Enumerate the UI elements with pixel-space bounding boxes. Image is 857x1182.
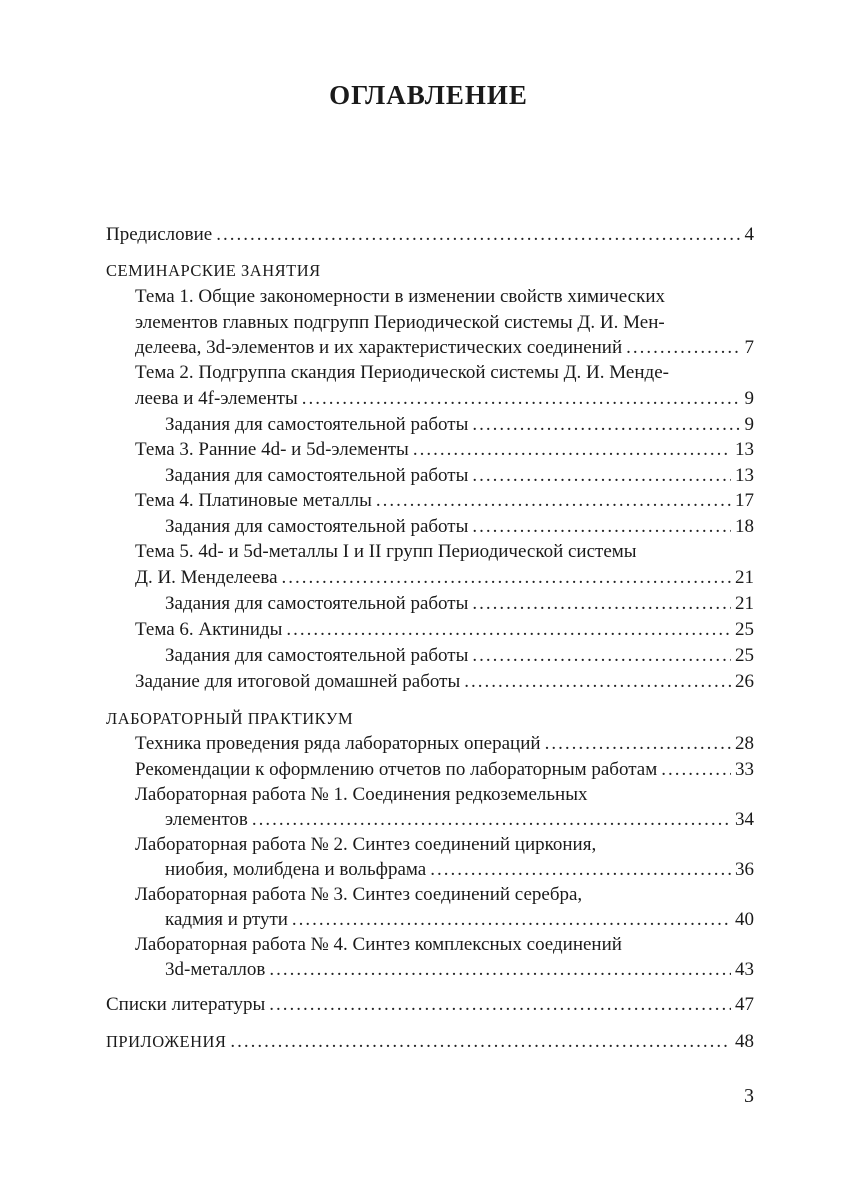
dot-leader	[661, 757, 731, 783]
toc-entry-label: Д. И. Менделеева	[135, 567, 278, 588]
toc-entry-page: 25	[735, 645, 754, 666]
toc-entry-theme4[interactable]	[135, 488, 754, 514]
toc-entry-label: делеева, 3d-элементов и их характеристических соединений	[135, 337, 623, 358]
toc-entry-page: 4	[744, 224, 754, 245]
toc-entry-page: 18	[735, 516, 754, 537]
toc-entry-theme5[interactable]	[135, 565, 754, 591]
section-heading-seminars: СЕМИНАРСКИЕ ЗАНЯТИЯ	[106, 261, 321, 280]
toc-entry-page: 28	[735, 733, 754, 754]
toc-entry-tasks6[interactable]	[165, 643, 754, 669]
toc-entry-label: Тема 4. Платиновые металлы	[135, 490, 372, 511]
toc-entry-tasks5[interactable]	[165, 591, 754, 617]
toc-entry-label: Задания для самостоятельной работы	[165, 414, 469, 435]
toc-entry-label: ниобия, молибдена и вольфрама	[165, 859, 427, 880]
dot-leader	[472, 643, 731, 669]
toc-entry-preface[interactable]	[106, 222, 754, 248]
toc-entry-technique[interactable]	[135, 731, 754, 757]
toc-entry-work3-line1[interactable]: Лабораторная работа № 3. Синтез соединений серебра,	[135, 884, 583, 905]
toc-entry-page: 25	[735, 619, 754, 640]
toc-entry-label: Тема 6. Актиниды	[135, 619, 283, 640]
toc-entry-label: Задание для итоговой домашней работы	[135, 671, 461, 692]
toc-entry-theme6[interactable]	[135, 617, 754, 643]
toc-entry-page: 9	[744, 388, 754, 409]
toc-entry-label: леева и 4f-элементы	[135, 388, 298, 409]
toc-entry-label: Задания для самостоятельной работы	[165, 593, 469, 614]
toc-entry-work1[interactable]	[165, 807, 754, 833]
section-heading-lab: ЛАБОРАТОРНЫЙ ПРАКТИКУМ	[106, 709, 354, 728]
toc-entry-page: 47	[735, 994, 754, 1015]
dot-leader	[376, 488, 731, 514]
toc-entry-theme1-line2[interactable]: элементов главных подгрупп Периодической системы Д. И. Мен-	[135, 312, 665, 333]
toc-entry-page: 9	[744, 414, 754, 435]
toc-entry-work4-line1[interactable]: Лабораторная работа № 4. Синтез комплексных соединений	[135, 934, 622, 955]
dot-leader	[286, 617, 731, 643]
toc-entry-page: 40	[735, 909, 754, 930]
toc-entry-page: 13	[735, 465, 754, 486]
dot-leader	[282, 565, 731, 591]
dot-leader	[413, 437, 731, 463]
toc-entry-page: 21	[735, 593, 754, 614]
toc-entry-label: ПРИЛОЖЕНИЯ	[106, 1032, 227, 1051]
dot-leader	[230, 1029, 731, 1055]
page-title: ОГЛАВЛЕНИЕ	[329, 80, 528, 110]
toc-entry-label: кадмия и ртути	[165, 909, 288, 930]
toc-entry-final-task[interactable]	[135, 669, 754, 695]
toc-entry-theme1-line1[interactable]: Тема 1. Общие закономерности в изменении свойств химических	[135, 286, 666, 307]
dot-leader	[464, 669, 731, 695]
dot-leader	[269, 992, 731, 1018]
dot-leader	[302, 386, 741, 412]
toc-entry-work2[interactable]	[165, 857, 754, 883]
dot-leader	[472, 514, 731, 540]
toc-entry-label: Задания для самостоятельной работы	[165, 645, 469, 666]
toc-entry-tasks4[interactable]	[165, 514, 754, 540]
dot-leader	[626, 335, 740, 361]
toc-entry-theme2-line1[interactable]: Тема 2. Подгруппа скандия Периодической системы Д. И. Менде-	[135, 362, 669, 383]
toc-entry-label: элементов	[165, 809, 248, 830]
toc-entry-page: 34	[735, 809, 754, 830]
toc-entry-label: Тема 3. Ранние 4d- и 5d-элементы	[135, 439, 409, 460]
toc-entry-recommendations[interactable]	[135, 757, 754, 783]
toc-entry-references[interactable]	[106, 992, 754, 1018]
toc-entry-tasks3[interactable]	[165, 463, 754, 489]
toc-entry-page: 36	[735, 859, 754, 880]
toc-entry-label: Техника проведения ряда лабораторных операций	[135, 733, 541, 754]
toc-entry-work2-line1[interactable]: Лабораторная работа № 2. Синтез соединений циркония,	[135, 834, 597, 855]
toc-entry-page: 13	[735, 439, 754, 460]
toc-entry-page: 21	[735, 567, 754, 588]
dot-leader	[292, 907, 731, 933]
toc-entry-label: Списки литературы	[106, 994, 266, 1015]
toc-entry-page: 26	[735, 671, 754, 692]
toc-entry-tasks2[interactable]	[165, 412, 754, 438]
toc-entry-theme2[interactable]	[135, 386, 754, 412]
toc-entry-work1-line1[interactable]: Лабораторная работа № 1. Соединения редкоземельных	[135, 784, 588, 805]
dot-leader	[430, 857, 731, 883]
dot-leader	[269, 957, 731, 983]
dot-leader	[472, 463, 731, 489]
toc-entry-label: Рекомендации к оформлению отчетов по лабораторным работам	[135, 759, 658, 780]
page-number: 3	[744, 1085, 754, 1107]
dot-leader	[472, 591, 731, 617]
dot-leader	[216, 222, 740, 248]
toc-entry-appendices[interactable]	[106, 1029, 754, 1055]
toc-entry-theme3[interactable]	[135, 437, 754, 463]
toc-entry-page: 7	[744, 337, 754, 358]
toc-entry-work4[interactable]	[165, 957, 754, 983]
toc-entry-page: 48	[735, 1031, 754, 1052]
toc-entry-page: 33	[735, 759, 754, 780]
toc-entry-theme5-line1[interactable]: Тема 5. 4d- и 5d-металлы I и II групп Периодической системы	[135, 541, 637, 562]
toc-entry-label: Задания для самостоятельной работы	[165, 516, 469, 537]
toc-entry-work3[interactable]	[165, 907, 754, 933]
dot-leader	[252, 807, 731, 833]
toc-entry-label: 3d-металлов	[165, 959, 266, 980]
dot-leader	[545, 731, 731, 757]
toc-entry-page: 17	[735, 490, 754, 511]
toc-entry-theme1[interactable]	[135, 335, 754, 361]
dot-leader	[472, 412, 740, 438]
toc-entry-label: Задания для самостоятельной работы	[165, 465, 469, 486]
toc-entry-label: Предисловие	[106, 224, 213, 245]
toc-entry-page: 43	[735, 959, 754, 980]
